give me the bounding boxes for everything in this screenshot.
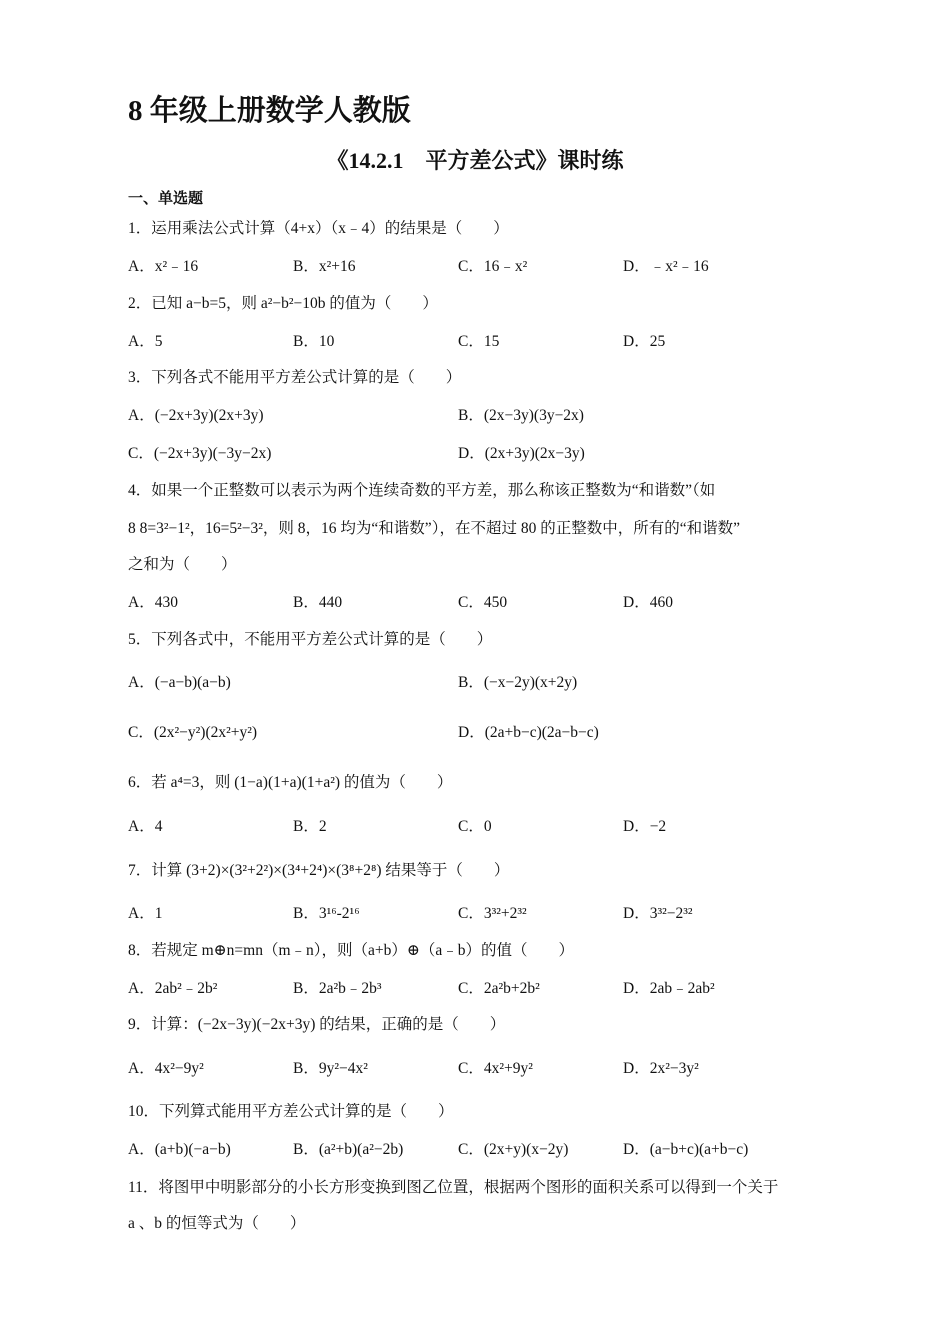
section-heading: 一、单选题 xyxy=(128,191,204,207)
question-7-option-b: B．3¹⁶-2¹⁶ xyxy=(293,905,360,922)
question-4-option-b: B．440 xyxy=(293,594,343,611)
question-8-option-c: C．2a²b+2b² xyxy=(458,980,540,997)
question-9-option-b: B．9y²−4x² xyxy=(293,1060,368,1077)
question-1-option-d: D．﹣x²﹣16 xyxy=(623,258,709,275)
question-3-stem: 3．下列各式不能用平方差公式计算的是（ ） xyxy=(128,369,462,386)
question-4-option-a: A．430 xyxy=(128,594,178,611)
question-8-option-d: D．2ab﹣2ab² xyxy=(623,980,715,997)
question-9-option-d: D．2x²−3y² xyxy=(623,1060,699,1077)
question-9-stem: 9．计算：(−2x−3y)(−2x+3y) 的结果，正确的是（ ） xyxy=(128,1016,506,1033)
question-4-line-3: 之和为（ ） xyxy=(128,556,237,573)
question-4-option-d: D．460 xyxy=(623,594,673,611)
question-5-option-c: C．(2x²−y²)(2x²+y²) xyxy=(128,724,258,741)
question-6-option-b: B．2 xyxy=(293,818,327,835)
question-1-option-b: B．x²+16 xyxy=(293,258,356,275)
question-5-stem: 5．下列各式中，不能用平方差公式计算的是（ ） xyxy=(128,631,493,648)
question-10-option-c: C．(2x+y)(x−2y) xyxy=(458,1141,569,1158)
question-2-stem: 2．已知 a−b=5，则 a²−b²−10b 的值为（ ） xyxy=(128,295,438,312)
question-9-option-a: A．4x²−9y² xyxy=(128,1060,204,1077)
page-title: 8 年级上册数学人教版 xyxy=(128,95,411,127)
question-10-option-b: B．(a²+b)(a²−2b) xyxy=(293,1141,404,1158)
question-5-option-d: D．(2a+b−c)(2a−b−c) xyxy=(458,724,599,741)
question-8-option-b: B．2a²b﹣2b³ xyxy=(293,980,382,997)
question-1-option-a: A．x²﹣16 xyxy=(128,258,199,275)
question-8-stem: 8．若规定 m⊕n=mn（m﹣n），则（a+b）⊕（a﹣b）的值（ ） xyxy=(128,942,575,959)
question-10-stem: 10．下列算式能用平方差公式计算的是（ ） xyxy=(128,1103,454,1120)
question-2-option-a: A．5 xyxy=(128,333,163,350)
question-7-option-c: C．3³²+2³² xyxy=(458,905,527,922)
question-6-stem: 6．若 a⁴=3，则 (1−a)(1+a)(1+a²) 的值为（ ） xyxy=(128,774,453,791)
question-8-option-a: A．2ab²﹣2b² xyxy=(128,980,218,997)
question-9-option-c: C．4x²+9y² xyxy=(458,1060,533,1077)
question-4-option-c: C．450 xyxy=(458,594,508,611)
question-3-option-a: A．(−2x+3y)(2x+3y) xyxy=(128,407,264,424)
question-1-option-c: C．16﹣x² xyxy=(458,258,528,275)
question-3-option-b: B．(2x−3y)(3y−2x) xyxy=(458,407,584,424)
question-7-stem: 7．计算 (3+2)×(3²+2²)×(3⁴+2⁴)×(3⁸+2⁸) 结果等于（ ） xyxy=(128,862,510,879)
question-2-option-d: D．25 xyxy=(623,333,666,350)
question-7-option-a: A．1 xyxy=(128,905,163,922)
question-5-option-a: A．(−a−b)(a−b) xyxy=(128,674,231,691)
page-subtitle: 《14.2.1 平方差公式》课时练 xyxy=(326,148,624,173)
question-3-option-c: C．(−2x+3y)(−3y−2x) xyxy=(128,445,272,462)
question-4-line-1: 4．如果一个正整数可以表示为两个连续奇数的平方差，那么称该正整数为“和谐数”（如 xyxy=(128,482,716,499)
question-3-option-d: D．(2x+3y)(2x−3y) xyxy=(458,445,585,462)
question-5-option-b: B．(−x−2y)(x+2y) xyxy=(458,674,578,691)
question-10-option-a: A．(a+b)(−a−b) xyxy=(128,1141,231,1158)
question-11-line-1: 11．将图甲中明影部分的小长方形变换到图乙位置，根据两个图形的面积关系可以得到一个关于 xyxy=(128,1179,779,1196)
question-1-stem: 1．运用乘法公式计算（4+x）（x﹣4）的结果是（ ） xyxy=(128,220,509,237)
question-10-option-d: D．(a−b+c)(a+b−c) xyxy=(623,1141,749,1158)
question-11-line-2: a 、b 的恒等式为（ ） xyxy=(128,1215,306,1232)
question-4-line-2: 8 8=3²−1²，16=5²−3²，则 8，16 均为“和谐数”），在不超过 80 的正整数中，所有的“和谐数” xyxy=(128,520,740,537)
question-6-option-a: A．4 xyxy=(128,818,163,835)
question-2-option-c: C．15 xyxy=(458,333,500,350)
question-7-option-d: D．3³²−2³² xyxy=(623,905,693,922)
question-6-option-c: C．0 xyxy=(458,818,492,835)
question-2-option-b: B．10 xyxy=(293,333,335,350)
question-6-option-d: D．−2 xyxy=(623,818,667,835)
